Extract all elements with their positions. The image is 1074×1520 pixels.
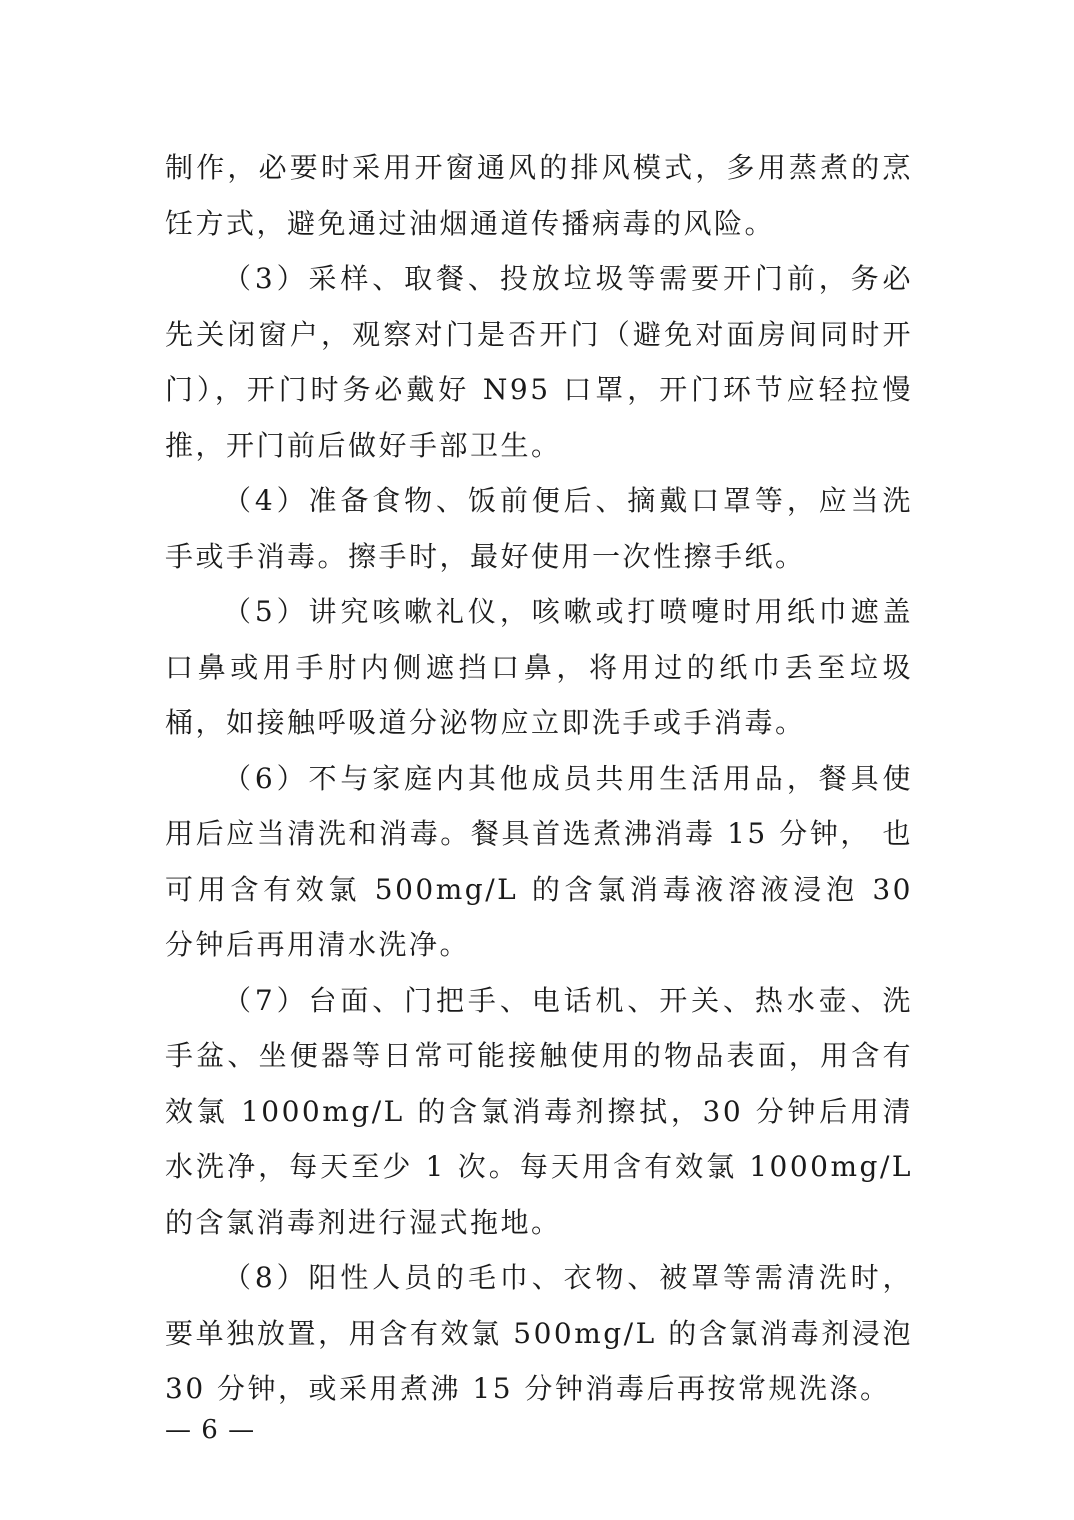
paragraph-item-5: （5）讲究咳嗽礼仪，咳嗽或打喷嚏时用纸巾遮盖口鼻或用手肘内侧遮挡口鼻，将用过的纸巾丢至垃圾桶，如接触呼吸道分泌物应立即洗手或手消毒。 xyxy=(165,595,913,739)
paragraph-item-7: （7）台面、门把手、电话机、开关、热水壶、洗手盆、坐便器等日常可能接触使用的物品表面，用含有效氯 1000mg/L 的含氯消毒剂擦拭，30 分钟后用清水洗净，每天至少 1 次。每天用含有效氯 1000mg/L 的含氯消毒剂进行湿式拖地。 xyxy=(165,983,913,1239)
body-text xyxy=(165,140,913,1417)
paragraph-item-8: （8）阳性人员的毛巾、衣物、被罩等需清洗时，要单独放置，用含有效氯 500mg/L 的含氯消毒剂浸泡 30 分钟，或采用煮沸 15 分钟消毒后再按常规洗涤。 xyxy=(165,1261,913,1405)
paragraph-item-3: （3）采样、取餐、投放垃圾等需要开门前，务必先关闭窗户，观察对门是否开门（避免对面房间同时开门），开门时务必戴好 N95 口罩，开门环节应轻拉慢推，开门前后做好手部卫生。 xyxy=(165,262,913,462)
paragraph-item-4: （4）准备食物、饭前便后、摘戴口罩等，应当洗手或手消毒。擦手时，最好使用一次性擦手纸。 xyxy=(165,484,913,573)
paragraph-item-6: （6）不与家庭内其他成员共用生活用品，餐具使用后应当清洗和消毒。餐具首选煮沸消毒 15 分钟， 也可用含有效氯 500mg/L 的含氯消毒液溶液浸泡 30 分钟后再用清水洗净。 xyxy=(165,761,913,961)
paragraph-continuation: 制作，必要时采用开窗通风的排风模式，多用蒸煮的烹饪方式，避免通过油烟通道传播病毒的风险。 xyxy=(165,151,913,240)
page-number: — 6 — xyxy=(165,1415,256,1445)
